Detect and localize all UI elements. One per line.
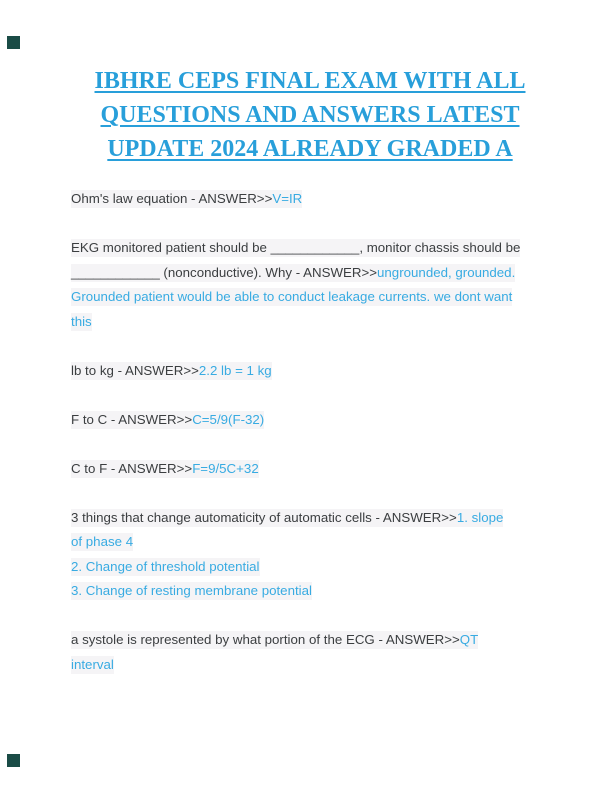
page-title-line-3: UPDATE 2024 ALREADY GRADED A	[107, 136, 513, 162]
answer-text: C=5/9(F-32)	[192, 411, 265, 427]
qa-paragraph	[71, 408, 549, 433]
question-text: 3 things that change automaticity of automatic cells - ANSWER>>	[71, 509, 457, 525]
question-text: EKG monitored patient should be ____________, monitor chassis should be	[71, 240, 521, 255]
document-body	[71, 64, 549, 702]
answer-text: V=IR	[272, 191, 303, 206]
answer-text: interval	[71, 656, 114, 672]
page-title-line-1: IBHRE CEPS FINAL EXAM WITH ALL	[94, 68, 526, 94]
qa-paragraph	[71, 457, 549, 482]
answer-text: QT	[459, 632, 479, 647]
answer-text: 2.2 lb = 1 kg	[198, 362, 272, 378]
question-text: lb to kg - ANSWER>>	[71, 362, 199, 378]
answer-text: Grounded patient would be able to conduct leakage currents. we dont want	[71, 289, 513, 304]
corner-marker-bottom-left	[7, 754, 20, 767]
answer-text: F=9/5C+32	[192, 460, 259, 476]
qa-paragraph	[71, 506, 549, 604]
question-text: C to F - ANSWER>>	[71, 460, 193, 476]
page-title	[71, 64, 549, 166]
qa-paragraph	[71, 236, 549, 334]
qa-paragraph	[71, 187, 549, 212]
question-text: ____________ (nonconductive). Why - ANSWER>>	[71, 264, 378, 280]
question-text: Ohm's law equation - ANSWER>>	[71, 191, 273, 206]
answer-text: this	[71, 313, 92, 329]
question-text: F to C - ANSWER>>	[71, 411, 193, 427]
qa-paragraph	[71, 359, 549, 384]
answer-text: 1. slope	[456, 509, 504, 525]
answer-text: 2. Change of threshold potential	[71, 558, 260, 574]
qa-content	[71, 187, 549, 677]
qa-paragraph	[71, 628, 549, 677]
question-text: a systole is represented by what portion of the ECG - ANSWER>>	[71, 632, 460, 647]
corner-marker-top-left	[7, 36, 20, 49]
answer-text: 3. Change of resting membrane potential	[71, 583, 312, 598]
answer-text: ungrounded, grounded.	[377, 264, 516, 280]
page-title-line-2: QUESTIONS AND ANSWERS LATEST	[100, 102, 520, 128]
answer-text: of phase 4	[71, 534, 134, 549]
